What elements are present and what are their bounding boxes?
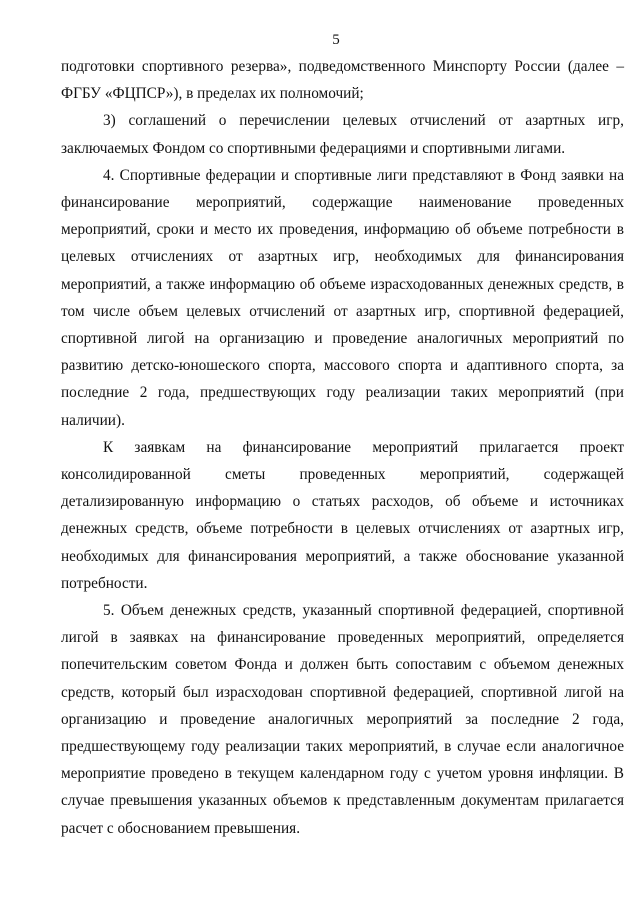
paragraph-section-4: 4. Спортивные федерации и спортивные лиги представляют в Фонд заявки на финансирование мероприятий, содержащие наименование проведенных мероприятий, сроки и место их проведения, информацию об объеме потребности в целевых отчислениях от азартных игр, необходимых для финансирования мероприятий, а также информацию об объеме израсходованных денежных средств, в том числе объем целевых отчислений от азартных игр, спортивной федерацией, спортивной лигой на организацию и проведение аналогичных мероприятий по развитию детско-юношеского спорта, массового спорта и адаптивного спорта, за последние 2 года, предшествующих году реализации таких мероприятий (при наличии).	[61, 166, 624, 429]
document-body	[61, 53, 624, 842]
paragraph-section-5: 5. Объем денежных средств, указанный спортивной федерацией, спортивной лигой в заявках на финансирование проведенных мероприятий, определяется попечительским советом Фонда и должен быть сопоставим с объемом денежных средств, который был израсходован спортивной федерацией, спортивной лигой на организацию и проведение аналогичных мероприятий за последние 2 года, предшествующему году реализации таких мероприятий, в случае если аналогичное мероприятие проведено в текущем календарном году с учетом уровня инфляции. В случае превышения указанных объемов к представленным документам прилагается расчет с обоснованием превышения.	[61, 602, 624, 837]
page-number: 5	[332, 32, 340, 48]
paragraph-attachment: К заявкам на финансирование мероприятий прилагается проект консолидированной сметы проведенных мероприятий, содержащей детализированную информацию о статьях расходов, об объеме и источниках денежных средств, объеме потребности в целевых отчислениях от азартных игр, необходимых для финансирования мероприятий, а также обоснование указанной потребности.	[61, 438, 624, 592]
paragraph-continuation: подготовки спортивного резерва», подведомственного Минспорту России (далее – ФГБУ «ФЦПСР»), в пределах их полномочий;	[61, 58, 624, 103]
paragraph-item-3: 3) соглашений о перечислении целевых отчислений от азартных игр, заключаемых Фондом со спортивными федерациями и спортивными лигами.	[61, 112, 624, 157]
